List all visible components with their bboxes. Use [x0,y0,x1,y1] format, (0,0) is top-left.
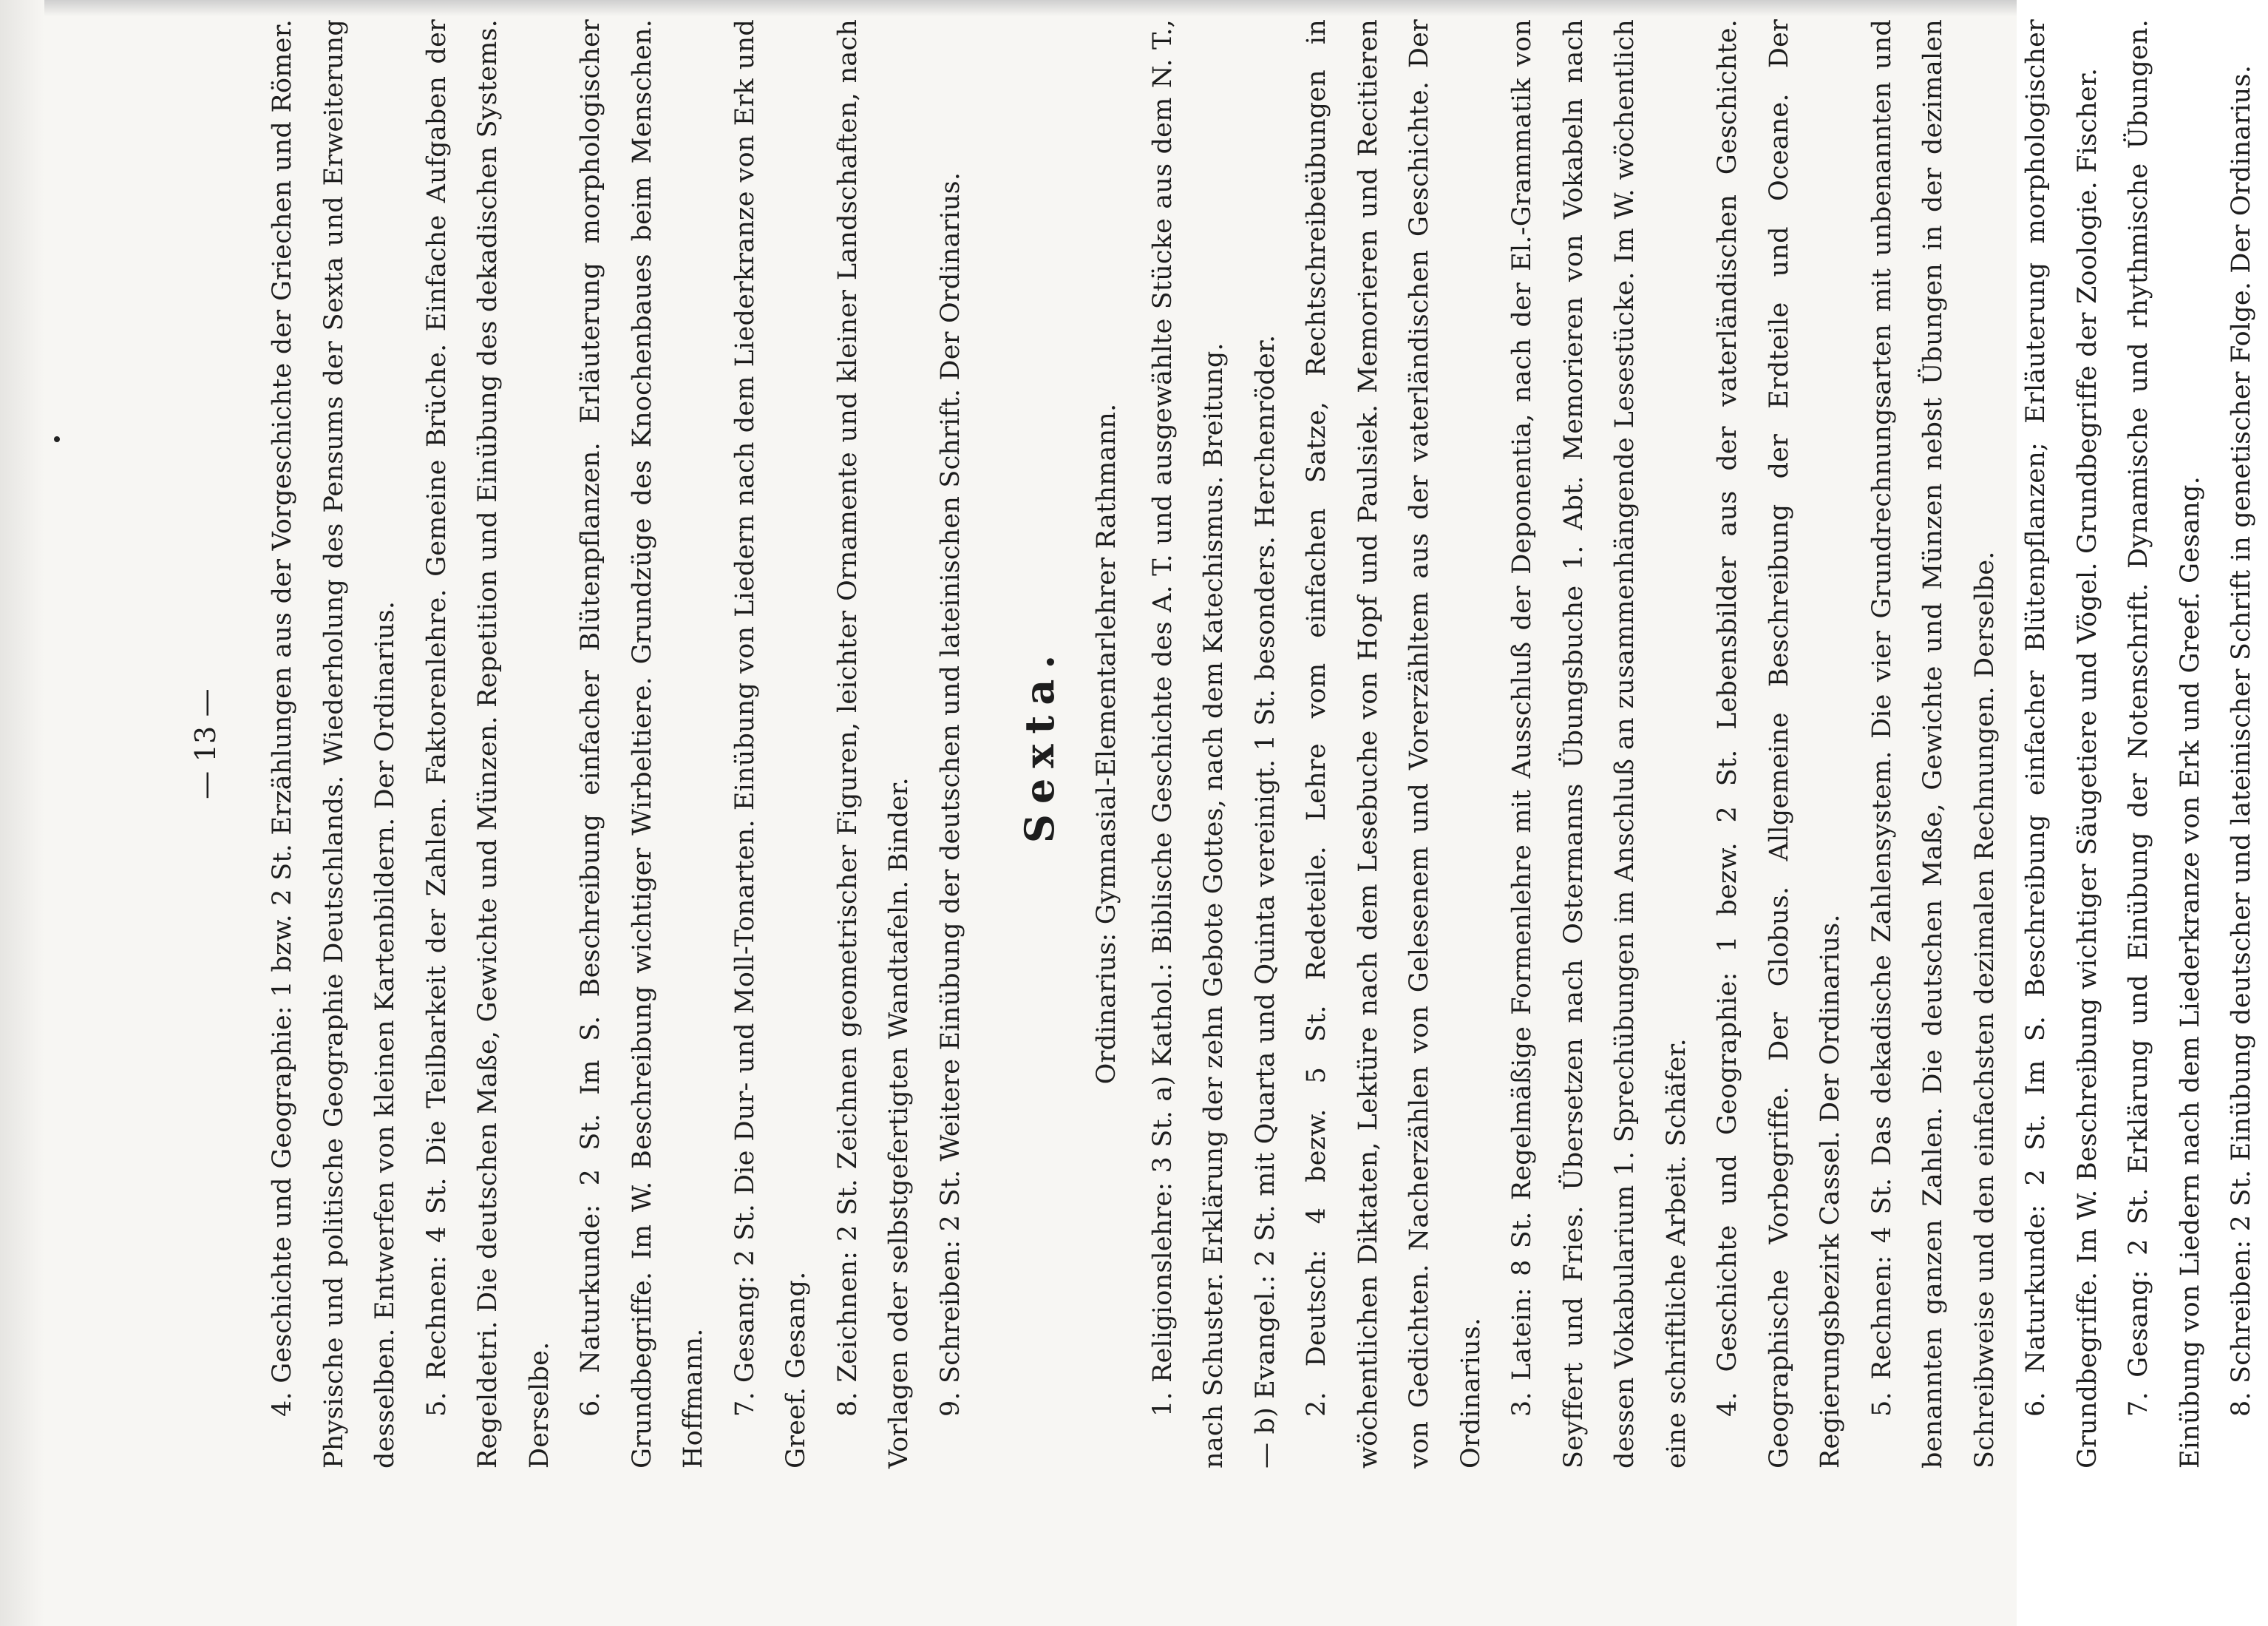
section-title: Sexta. [1016,644,1063,844]
item-gesang: 7. Gesang: 2 St. Die Dur- und Moll-Tonarten. Einübung von Liedern nach dem Liederkranze von Erk und Greef. Gesang. [730,19,811,1469]
sexta-curriculum [1138,19,2268,1469]
item-religionslehre: 1. Religionslehre: 3 St. a) Kathol.: Biblische Geschichte des A. T. und ausgewählte Stücke aus dem N. T., nach Schuster. Erklärung der zehn Gebote Gottes, nach dem Katechismus. Breitung. [1147,19,1229,1469]
section-ordinarius: Ordinarius: Gymnasial-Elementarlehrer Rathmann. [1092,403,1121,1085]
item-gesang-sexta: 7. Gesang: 2 St. Erklärung und Einübung der Notenschrift. Dynamische und rhythmische Übungen. Einübung von Liedern nach dem Liederkranze von Erk und Greef. Gesang. [2124,19,2205,1469]
item-schreiben: 9. Schreiben: 2 St. Weitere Einübung der deutschen und lateinischen Schrift. Der Ordinarius. [935,172,965,1417]
scan-left-shadow [0,0,44,1626]
item-deutsch: 2. Deutsch: 4 bezw. 5 St. Redeteile. Lehre vom einfachen Satze, Rechtschreibeübungen in wöchentlichen Diktaten, Lektüre nach dem Lesebuche von Hopf und Paulsiek. Memorieren und Recitieren von Gedichten. Nacherzählen von Gelesenem und Vorerzähltem aus der vaterländischen Geschichte. Der Ordinarius. [1302,19,1486,1469]
item-latein: 3. Latein: 8 St. Regelmäßige Formenlehre mit Ausschluß der Deponentia, nach der El.-Grammatik von Seyffert und Fries. Übersetzen nach Ostermanns Übungsbuche 1. Abt. Memorieren von Vokabeln nach dessen Vokabularium 1. Sprechübungen im Anschluß an zusammenhängende Lesestücke. Im W. wöchentlich eine schriftliche Arbeit. Schäfer. [1507,19,1691,1469]
item-geschichte-geographie: 4. Geschichte und Geographie: 1 bzw. 2 St. Erzählungen aus der Vorgeschichte der Griechen und Römer. Physische und politische Geographie Deutschlands. Wiederholung des Pensums der Sexta und Erweiterung desselben. Entwerfen von kleinen Kartenbildern. Der Ordinarius. [268,19,400,1469]
item-rechnen-sexta: 5. Rechnen: 4 St. Das dekadische Zahlensystem. Die vier Grundrechnungsarten mit unbenannten und benannten ganzen Zahlen. Die deutschen Maße, Gewichte und Münzen nebst Übungen in der dezimalen Schreibweise und den einfachsten dezimalen Rechnungen. Derselbe. [1867,19,2000,1469]
scan-top-edge [0,0,2017,16]
page-number: — 13 — [189,688,222,799]
item-naturkunde: 6. Naturkunde: 2 St. Im S. Beschreibung einfacher Blütenpflanzen. Erläuterung morphologischer Grundbegriffe. Im W. Beschreibung wichtiger Wirbeltiere. Grundzüge des Knochenbaues beim Menschen. Hoffmann. [576,19,708,1469]
item-zeichnen: 8. Zeichnen: 2 St. Zeichnen geometrischer Figuren, leichter Ornamente und kleiner Landschaften, nach Vorlagen oder selbstgefertigten Wandtafeln. Binder. [832,19,914,1469]
item-religionslehre-evangelisch: — b) Evangel.: 2 St. mit Quarta und Quinta vereinigt. 1 St. besonders. Herchenröder. [1250,334,1280,1469]
quinta-continuation [257,19,977,1469]
item-geschichte-geographie-sexta: 4. Geschichte und Geographie: 1 bezw. 2 St. Lebensbilder aus der vaterländischen Geschichte. Geographische Vorbegriffe. Der Globus. Allgemeine Beschreibung der Erdteile und Oceane. Der Regierungsbezirk Cassel. Der Ordinarius. [1713,19,1845,1469]
ink-speck [54,436,60,442]
item-naturkunde-sexta: 6. Naturkunde: 2 St. Im S. Beschreibung einfacher Blütenpflanzen; Erläuterung morphologischer Grundbegriffe. Im W. Beschreibung wichtiger Säugetiere und Vögel. Grundbegriffe der Zoologie. Fischer. [2021,19,2102,1469]
item-schreiben-sexta: 8. Schreiben: 2 St. Einübung deutscher und lateinischer Schrift in genetischer Folge. Der Ordinarius. [2227,64,2256,1417]
item-rechnen: 5. Rechnen: 4 St. Die Teilbarkeit der Zahlen. Faktorenlehre. Gemeine Brüche. Einfache Aufgaben der Regeldetri. Die deutschen Maße, Gewichte und Münzen. Repetition und Einübung des dekadischen Systems. Derselbe. [421,19,554,1469]
document-page [183,19,2256,1469]
